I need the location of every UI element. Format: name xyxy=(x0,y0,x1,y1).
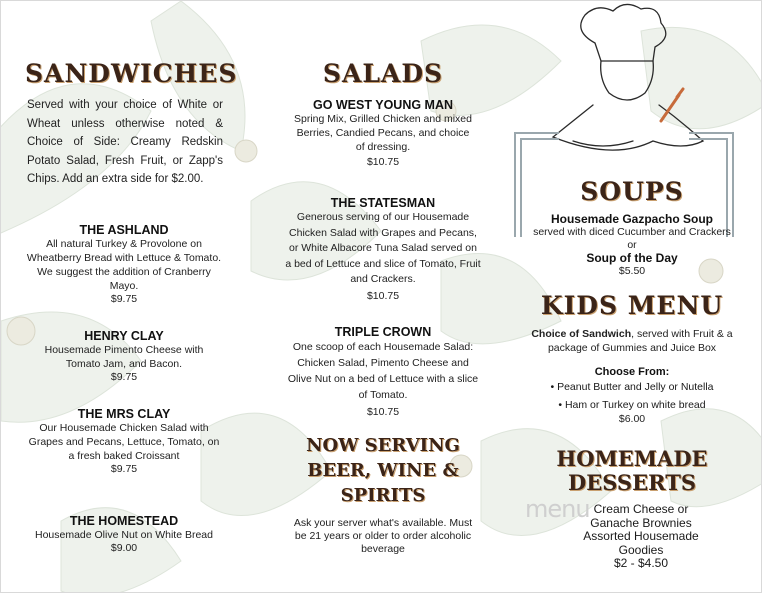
item-price: $10.75 xyxy=(366,289,400,302)
dessert-line3: Assorted Housemade xyxy=(583,529,699,543)
item-title: THE ASHLAND xyxy=(79,223,169,237)
beverages-heading-line2: BEER, WINE & xyxy=(307,460,459,481)
soup-or-text: or xyxy=(627,239,637,251)
kids-price: $6.00 xyxy=(618,413,646,425)
item-title: HENRY CLAY xyxy=(84,329,164,343)
item-price: $10.75 xyxy=(366,406,400,418)
soup-price: $5.50 xyxy=(618,265,646,277)
dessert-line2: Ganache Brownies xyxy=(590,515,692,530)
item-desc: Housemade Pimento Cheese with Tomato Jam, and Bacon. xyxy=(44,344,204,370)
soup-item1-desc: served with diced Cucumber and Crackers xyxy=(533,226,731,238)
item-price: $9.00 xyxy=(110,542,138,554)
soups-heading: SOUPS xyxy=(580,177,684,206)
menu-item-mrs-clay xyxy=(25,407,223,475)
desserts-heading-line2: DESSERTS xyxy=(568,470,696,495)
menu-item-ashland xyxy=(25,223,223,305)
item-desc: Our Housemade Chicken Salad with Grapes and Pecans, Lettuce, Tomato, on a fresh baked Croissant xyxy=(28,422,220,462)
menu-watermark: menu xyxy=(525,495,590,523)
dessert-price: $2 - $4.50 xyxy=(613,556,669,570)
kids-choice-rest: , served with Fruit & a package of Gummies and Juice Box xyxy=(547,328,733,354)
beverages-desc: Ask your server what's available. Must be 21 years or older to order alcoholic beverage xyxy=(293,517,473,555)
item-price: $10.75 xyxy=(366,156,400,168)
beverages-heading xyxy=(285,433,481,508)
desserts-block xyxy=(539,503,743,571)
menu-item-triple-crown xyxy=(285,325,481,418)
item-title: THE MRS CLAY xyxy=(77,407,171,421)
item-desc: Spring Mix, Grilled Chicken and mixed Berries, Candied Pecans, and choice of dressing. xyxy=(294,113,472,153)
item-title: GO WEST YOUNG MAN xyxy=(312,98,454,112)
menu-item-statesman xyxy=(285,196,481,302)
dessert-line1: Cream Cheese or xyxy=(593,502,689,516)
item-price: $9.75 xyxy=(110,371,138,383)
sandwiches-intro: Served with your choice of White or Wheat unless otherwise noted & Choice of Side: Creamy Redskin Potato Salad, Fresh Fruit, or Zapp's Chips. Add an extra side for $2.00. xyxy=(27,99,223,185)
menu-item-homestead xyxy=(21,514,227,554)
salads-heading: SALADS xyxy=(322,59,444,88)
item-title: TRIPLE CROWN xyxy=(334,325,432,339)
soup-item2-title: Soup of the Day xyxy=(586,251,678,265)
beverages-heading-line1: NOW SERVING xyxy=(306,435,460,456)
kids-option: • Ham or Turkey on white bread xyxy=(558,399,706,411)
beverages-heading-line3: SPIRITS xyxy=(340,485,426,506)
item-desc: All natural Turkey & Provolone on Wheatberry Bread with Lettuce & Tomato. We suggest the addition of Cranberry Mayo. xyxy=(26,238,222,292)
item-price: $9.75 xyxy=(110,463,138,475)
kids-heading: KIDS MENU xyxy=(540,291,724,320)
item-desc: Housemade Olive Nut on White Bread xyxy=(34,529,213,541)
kids-block xyxy=(521,327,743,425)
soups-block xyxy=(521,212,743,277)
kids-choice-bold: Choice of Sandwich xyxy=(531,328,632,340)
menu-item-henry-clay xyxy=(25,329,223,383)
item-title: THE STATESMAN xyxy=(330,196,436,210)
item-title: THE HOMESTEAD xyxy=(69,514,179,528)
soup-item1-title: Housemade Gazpacho Soup xyxy=(550,212,714,226)
menu-item-go-west xyxy=(285,98,481,168)
kids-choose-from: Choose From: xyxy=(594,366,670,378)
kids-choice xyxy=(521,327,743,355)
desserts-heading xyxy=(521,447,743,495)
dessert-line4: Goodies xyxy=(618,542,664,557)
desserts-heading-line1: HOMEMADE xyxy=(556,446,708,471)
item-desc: Generous serving of our Housemade Chicken Salad with Grapes and Pecans, or White Albacore Tuna Salad served on a bed of Lettuce and slice of Tomato, Fruit and Crackers. xyxy=(285,211,481,285)
sandwiches-heading: SANDWICHES xyxy=(25,59,238,88)
item-desc: One scoop of each Housemade Salad: Chicken Salad, Pimento Cheese and Olive Nut on a bed of Lettuce with a slice of Tomato. xyxy=(287,341,479,401)
item-price: $9.75 xyxy=(110,293,138,305)
kids-option: • Peanut Butter and Jelly or Nutella xyxy=(550,381,714,393)
